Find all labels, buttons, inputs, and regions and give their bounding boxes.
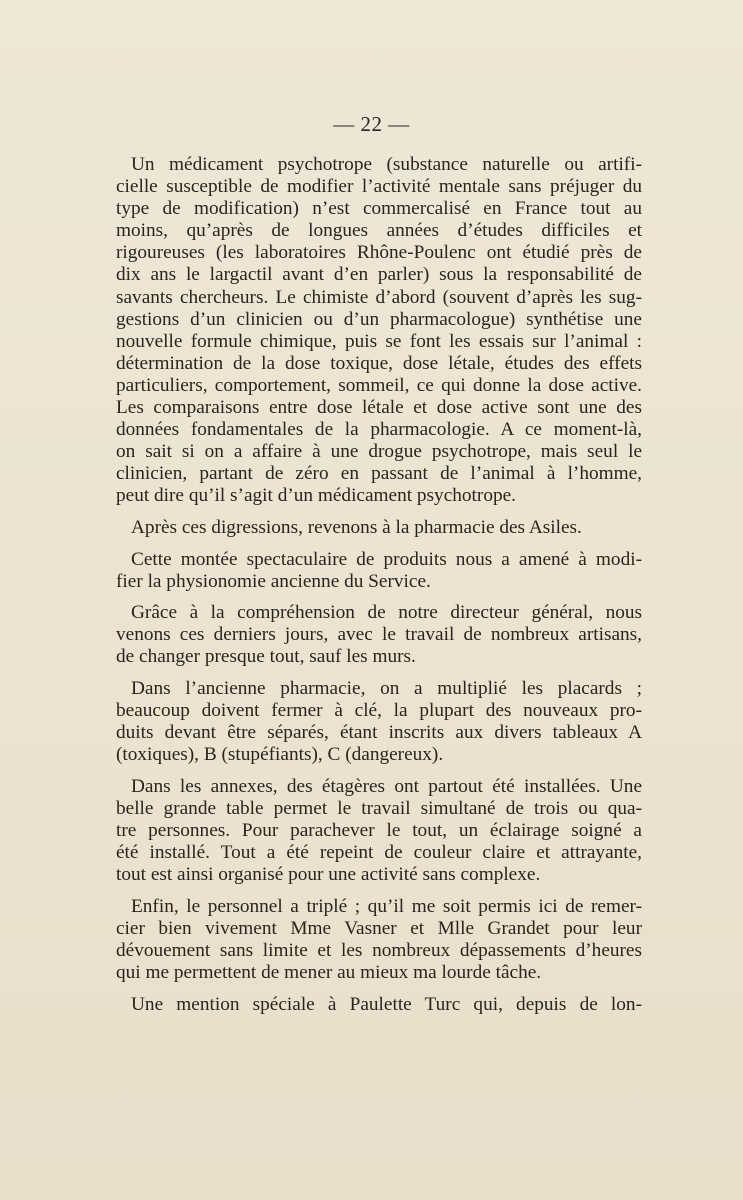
paragraph	[116, 154, 642, 508]
text-line: Grâce à la compréhension de notre directeur général, nous	[131, 602, 642, 624]
page-number: — 22 —	[333, 112, 410, 136]
paragraph	[116, 994, 642, 1016]
text-line: Enfin, le personnel a triplé ; qu’il me soit permis ici de remer-	[131, 895, 642, 917]
text-line: de changer presque tout, sauf les murs.	[116, 646, 416, 668]
text-line: beaucoup doivent fermer à clé, la plupart des nouveaux pro-	[116, 700, 642, 722]
text-line: tre personnes. Pour parachever le tout, un éclairage soigné a	[116, 820, 642, 842]
body-text	[116, 154, 642, 1025]
text-line: fier la physionomie ancienne du Service.	[116, 570, 431, 592]
text-line: type de modification) n’est commercalisé en France tout au	[116, 198, 642, 220]
text-line: données fondamentales de la pharmacologie. A ce moment-là,	[116, 419, 642, 441]
text-line: particuliers, comportement, sommeil, ce qui donne la dose active.	[116, 374, 642, 396]
text-line: nouvelle formule chimique, puis se font les essais sur l’animal :	[116, 330, 642, 352]
text-line: été installé. Tout a été repeint de couleur claire et attrayante,	[116, 842, 642, 864]
text-line: belle grande table permet le travail simultané de trois ou qua-	[116, 798, 642, 820]
text-line: Les comparaisons entre dose létale et dose active sont une des	[116, 397, 642, 419]
text-line: rigoureuses (les laboratoires Rhône-Poulenc ont étudié près de	[116, 242, 642, 264]
text-line: peut dire qu’il s’agit d’un médicament psychotrope.	[116, 485, 516, 507]
text-line: dévouement sans limite et les nombreux dépassements d’heures	[116, 940, 642, 962]
text-line: détermination de la dose toxique, dose létale, études des effets	[116, 352, 642, 374]
paragraph	[116, 776, 642, 886]
text-line: venons ces derniers jours, avec le travail de nombreux artisans,	[116, 624, 642, 646]
text-line: Cette montée spectaculaire de produits nous a amené à modi-	[131, 548, 642, 570]
text-line: tout est ainsi organisé pour une activité sans complexe.	[116, 864, 541, 886]
text-line: Dans les annexes, des étagères ont partout été installées. Une	[131, 775, 642, 797]
text-line: moins, qu’après de longues années d’études difficiles et	[116, 220, 642, 242]
text-line: cielle susceptible de modifier l’activité mentale sans préjuger du	[116, 176, 642, 198]
paragraph	[116, 549, 642, 593]
text-line: savants chercheurs. Le chimiste d’abord (souvent d’après les sug-	[116, 286, 642, 308]
text-line: cier bien vivement Mme Vasner et Mlle Grandet pour leur	[116, 918, 642, 939]
text-line: qui me permettent de mener au mieux ma lourde tâche.	[116, 962, 542, 984]
paragraph	[116, 896, 642, 984]
text-line: Une mention spéciale à Paulette Turc qui, depuis de lon-	[131, 993, 642, 1015]
text-line: Après ces digressions, revenons à la pharmacie des Asiles.	[131, 517, 582, 538]
text-line: dix ans le largactil avant d’en parler) sous la responsabilité de	[116, 264, 642, 286]
text-line: duits devant être séparés, étant inscrits aux divers tableaux A	[116, 722, 642, 744]
paragraph	[116, 517, 642, 539]
text-line: Un médicament psychotrope (substance naturelle ou artifi-	[131, 154, 642, 175]
paragraph	[116, 602, 642, 668]
text-line: gestions d’un clinicien ou d’un pharmacologue) synthétise une	[116, 308, 642, 330]
text-line: (toxiques), B (stupéfiants), C (dangereux).	[116, 744, 444, 766]
text-line: clinicien, partant de zéro en passant de l’animal à l’homme,	[116, 463, 642, 485]
text-line: Dans l’ancienne pharmacie, on a multiplié les placards ;	[131, 678, 642, 700]
paragraph	[116, 678, 642, 766]
text-line: on sait si on a affaire à une drogue psychotrope, mais seul le	[116, 441, 642, 463]
